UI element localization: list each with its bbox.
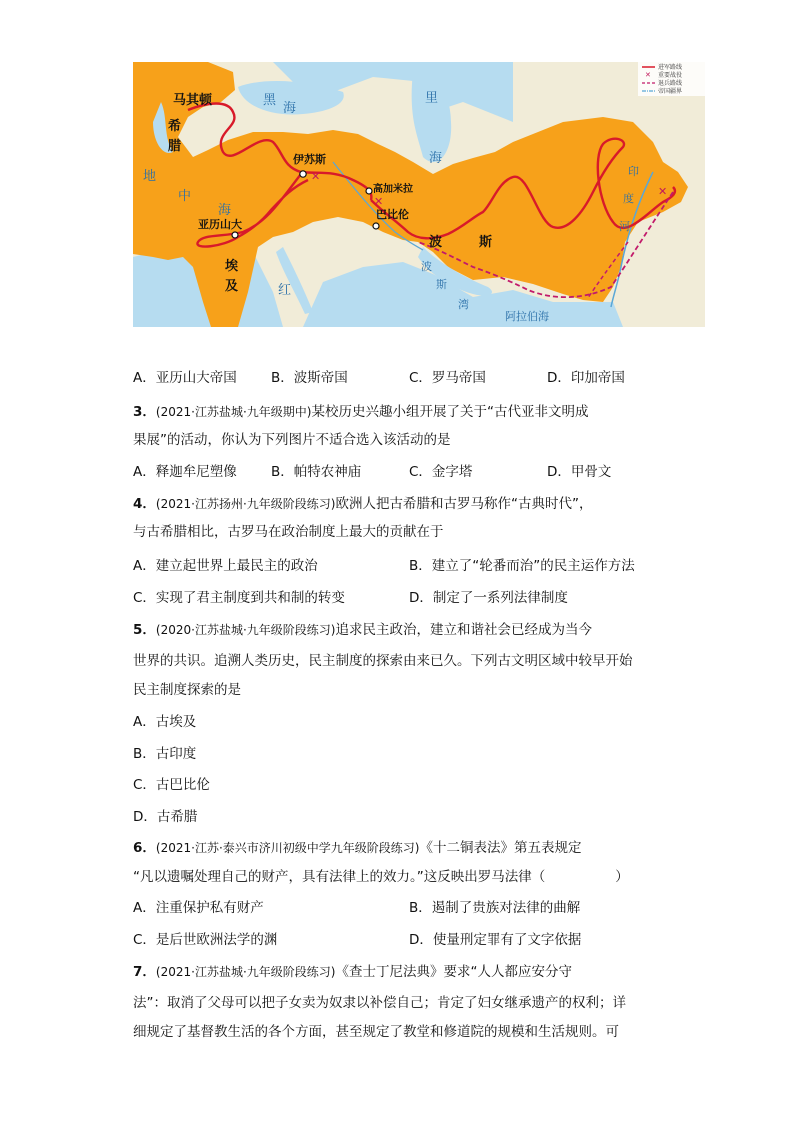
q6-option-a[interactable]: A．注重保护私有财产 (133, 900, 264, 916)
q4-option-c[interactable]: C．实现了君主制度到共和制的转变 (133, 590, 345, 606)
q6-option-c[interactable]: C．是后世欧洲法学的渊 (133, 932, 278, 948)
label-alexandria: 亚历山大 (198, 218, 242, 231)
city-gaugamela (366, 188, 372, 194)
q5-option-b[interactable]: B．古印度 (133, 746, 197, 762)
q3-option-a[interactable]: A．释迦牟尼塑像 (133, 464, 237, 480)
label-gulf-3: 湾 (458, 298, 469, 311)
label-issus: 伊苏斯 (293, 153, 326, 166)
q3-number: 3． (133, 404, 156, 420)
q7-stem-line2: 法”：取消了父母可以把子女卖为奴隶以补偿自己；肯定了妇女继承遗产的权利；详 (133, 995, 626, 1011)
legend-retreat: 退兵路线 (658, 80, 683, 87)
q7-source: (2021·江苏盐城·九年级阶段练习) (155, 965, 336, 979)
label-med-1: 地 (143, 169, 157, 184)
battle-marker-gaugamela: ✕ (374, 195, 384, 208)
q3-option-d[interactable]: D．甲骨文 (547, 464, 612, 480)
city-issus (300, 171, 306, 177)
q6-text2-end: ） (615, 869, 629, 885)
label-gulf-2: 斯 (436, 278, 447, 291)
q3-stem-line1 (133, 402, 588, 422)
q6-stem-line2 (133, 867, 629, 887)
q4-option-d[interactable]: D．制定了一系列法律制度 (409, 590, 568, 606)
legend-battle-swatch: ✕ (645, 71, 651, 79)
label-black-1: 黑 (263, 93, 277, 108)
q7-stem-line3: 细规定了基督教生活的各个方面，甚至规定了教堂和修道院的规模和生活规则。可 (133, 1024, 619, 1040)
label-greece-2: 腊 (168, 139, 182, 154)
label-greece-1: 希 (168, 119, 182, 134)
q7-stem-line1 (133, 962, 572, 982)
q4-number: 4． (133, 496, 156, 512)
label-caspian-1: 里 (425, 91, 439, 106)
label-persia-1: 波 (429, 235, 443, 250)
q4-text1: 欧洲人把古希腊和古罗马称作“古典时代”， (335, 496, 593, 512)
q5-text1: 追求民主政治，建立和谐社会已经成为当今 (335, 622, 592, 638)
q5-option-c[interactable]: C．古巴比伦 (133, 777, 210, 793)
legend-battle: 重要战役 (658, 72, 683, 79)
q6-option-d[interactable]: D．使量刑定罪有了文字依据 (409, 932, 582, 948)
q4-option-b[interactable]: B．建立了“轮番而治”的民主运作方法 (409, 558, 635, 574)
q6-source: (2021·江苏·泰兴市济川初级中学九年级阶段练习) (155, 841, 420, 855)
q6-text2: “凡以遗嘱处理自己的财产，具有法律上的效力。”这反映出罗马法律（ (133, 869, 546, 885)
q7-number: 7． (133, 964, 156, 980)
battle-marker-issus: ✕ (311, 170, 321, 183)
q2-option-a[interactable]: A．亚历山大帝国 (133, 370, 237, 386)
q5-stem-line1 (133, 620, 592, 640)
label-black-2: 海 (283, 101, 297, 116)
label-caspian-2: 海 (429, 151, 443, 166)
city-alexandria (232, 232, 238, 238)
map-legend (638, 62, 705, 96)
q7-text1: 《查士丁尼法典》要求“人人都应安分守 (335, 964, 572, 980)
q6-option-b[interactable]: B．遏制了贵族对法律的曲解 (409, 900, 581, 916)
label-indus-1: 印 (628, 165, 639, 178)
q4-source: (2021·江苏扬州·九年级阶段练习) (155, 497, 336, 511)
q5-option-d[interactable]: D．古希腊 (133, 809, 198, 825)
q5-source: (2020·江苏盐城·九年级阶段练习) (155, 623, 336, 637)
q3-option-b[interactable]: B．帕特农神庙 (271, 464, 362, 480)
q6-text1: 《十二铜表法》第五表规定 (419, 840, 582, 856)
q6-stem-line1 (133, 838, 581, 858)
label-indus-2: 度 (623, 192, 634, 205)
label-egypt-2: 及 (225, 279, 239, 294)
q3-text1: 某校历史兴趣小组开展了关于“古代亚非文明成 (311, 404, 589, 420)
q5-number: 5． (133, 622, 156, 638)
q4-stem-line1 (133, 494, 592, 514)
label-red: 红 (278, 283, 292, 298)
alexander-campaign-map (133, 62, 705, 327)
q3-option-c[interactable]: C．金字塔 (409, 464, 473, 480)
label-med-2: 中 (178, 189, 192, 204)
label-macedonia: 马其顿 (173, 93, 213, 108)
label-med-3: 海 (218, 203, 232, 218)
arabian-sea (483, 302, 623, 327)
label-gaugamela: 高加米拉 (373, 184, 413, 195)
q3-source: (2021·江苏盐城·九年级期中) (155, 405, 312, 419)
q3-stem-line2: 果展”的活动，你认为下列图片不适合选入该活动的是 (133, 432, 451, 448)
label-gulf-1: 波 (421, 260, 432, 273)
label-babylon: 巴比伦 (376, 208, 409, 221)
label-persia-2: 斯 (479, 235, 493, 250)
q2-option-b[interactable]: B．波斯帝国 (271, 370, 348, 386)
q5-option-a[interactable]: A．古埃及 (133, 714, 197, 730)
city-babylon (373, 223, 379, 229)
label-egypt-1: 埃 (225, 259, 239, 274)
q2-option-d[interactable]: D．印加帝国 (547, 370, 625, 386)
q2-option-c[interactable]: C．罗马帝国 (409, 370, 486, 386)
q5-stem-line3: 民主制度探索的是 (133, 682, 241, 698)
legend-border: 帝国疆界 (658, 88, 683, 95)
label-indus-3: 河 (619, 220, 630, 233)
q4-stem-line2: 与古希腊相比，古罗马在政治制度上最大的贡献在于 (133, 524, 444, 540)
battle-marker-indus: ✕ (658, 185, 668, 198)
q5-stem-line2: 世界的共识。追溯人类历史，民主制度的探索由来已久。下列古文明区域中较早开始 (133, 653, 633, 669)
q4-option-a[interactable]: A．建立起世界上最民主的政治 (133, 558, 318, 574)
q6-number: 6． (133, 840, 156, 856)
label-arabian: 阿拉伯海 (505, 310, 549, 323)
legend-advance: 进军路线 (658, 64, 683, 71)
